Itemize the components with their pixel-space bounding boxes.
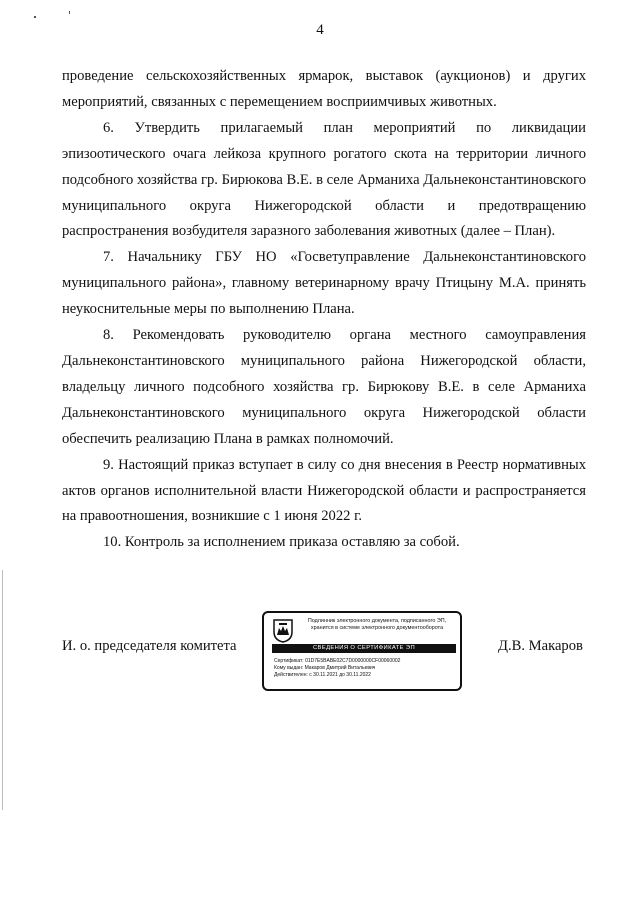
paragraph-8: 8. Рекомендовать руководителю органа местного самоуправления Дальнеконстантиновского муниципального района Нижегородской области, владельцу личного подсобного хозяйства гр. Бирюкову В.Е. в селе Арманиха Дальнеконстантиновского муниципального округа Нижегородской области обеспечить реализацию Плана в рамках полномочий. [62,327,586,447]
paragraph-10: 10. Контроль за исполнением приказа оставляю за собой. [103,534,460,551]
stamp-issued-to: Кому выдан: Макаров Дмитрий Витальевич [274,665,376,671]
scan-mark [34,16,36,18]
document-body [62,64,586,556]
coat-of-arms-icon [273,619,293,643]
paragraph-6: 6. Утвердить прилагаемый план мероприятий по ликвидации эпизоотического очага лейкоза крупного рогатого скота на территории личного подсобного хозяйства гр. Бирюкова В.Е. в селе Арманиха Дальнеконстантиновского муниципального округа Нижегородской области и предотвращению распространения возбудителя заразного заболевания животных (далее – План). [62,119,586,240]
scan-mark [69,11,70,14]
stamp-header: СВЕДЕНИЯ О СЕРТИФИКАТЕ ЭП [272,644,456,653]
stamp-validity: Действителен: с 30.11.2021 до 30.11.2022 [274,672,371,678]
signer-name: Д.В. Макаров [498,638,583,654]
paragraph-7: 7. Начальнику ГБУ НО «Госветуправление Дальнеконстантиновского муниципального района», главному ветеринарному врачу Птицыну М.А. принять неукоснительные меры по выполнению Плана. [62,249,586,318]
paragraph-9: 9. Настоящий приказ вступает в силу со дня внесения в Реестр нормативных актов органов исполнительной власти Нижегородской области и распространяется на правоотношения, возникшие с 1 июня 2022 г. [62,456,586,525]
paragraph-continuation: проведение сельскохозяйственных ярмарок, выставок (аукционов) и других мероприятий, связанных с перемещением восприимчивых животных. [62,68,586,110]
stamp-details [274,658,458,679]
stamp-certificate: Сертификат: 01D7E5BABE02C7D0000000CF00060002 [274,658,401,664]
stamp-note: Подлинник электронного документа, подписанного ЭП, хранится в системе электронного документооборота [307,618,447,631]
scan-edge-line [2,570,3,810]
electronic-signature-stamp [262,611,462,691]
page-number: 4 [316,22,324,38]
signer-position: И. о. председателя комитета [62,638,237,654]
